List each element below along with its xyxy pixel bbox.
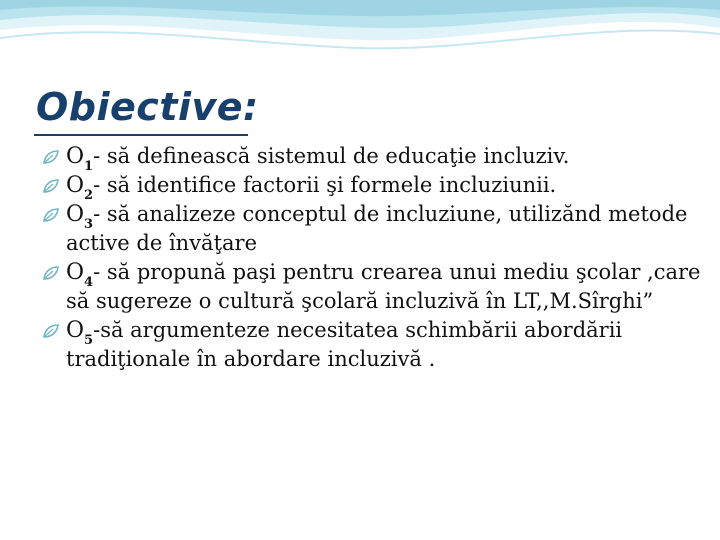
leaf-bullet-icon <box>42 207 60 223</box>
header-wave-decoration <box>0 0 720 80</box>
objective-code: O <box>66 202 85 227</box>
objectives-list <box>40 142 710 374</box>
objective-text: - să definească sistemul de educaţie incluziv. <box>93 144 570 168</box>
objective-code: O <box>66 144 85 169</box>
objective-code: O <box>66 318 85 343</box>
objective-item-5 <box>40 316 710 374</box>
objective-subscript: 1 <box>84 159 94 174</box>
objective-text: - să identifice factorii şi formele incluziunii. <box>93 173 557 197</box>
title-underline <box>34 134 248 136</box>
leaf-bullet-icon <box>42 178 60 194</box>
objective-code: O <box>66 260 85 285</box>
objective-text: - să propună paşi pentru crearea unui mediu şcolar ,care să sugereze o cultură şcolară incluzivă în LT,,M.Sîrghi” <box>66 260 701 313</box>
objective-item-1 <box>40 142 710 174</box>
objective-subscript: 3 <box>84 217 94 232</box>
objective-item-4 <box>40 258 710 316</box>
objective-item-3 <box>40 200 710 258</box>
objective-text: - să analizeze conceptul de incluziune, utilizănd metode active de învăţare <box>66 202 688 255</box>
leaf-bullet-icon <box>42 149 60 165</box>
objective-subscript: 2 <box>84 188 94 203</box>
leaf-bullet-icon <box>42 265 60 281</box>
objective-subscript: 4 <box>84 275 94 290</box>
slide-title: Obiective: <box>36 85 259 129</box>
objective-text: -să argumenteze necesitatea schimbării abordării tradiţionale în abordare incluzivă . <box>66 318 623 371</box>
objective-item-2 <box>40 171 710 203</box>
leaf-bullet-icon <box>42 323 60 339</box>
objective-code: O <box>66 173 85 198</box>
objective-subscript: 5 <box>84 333 94 348</box>
